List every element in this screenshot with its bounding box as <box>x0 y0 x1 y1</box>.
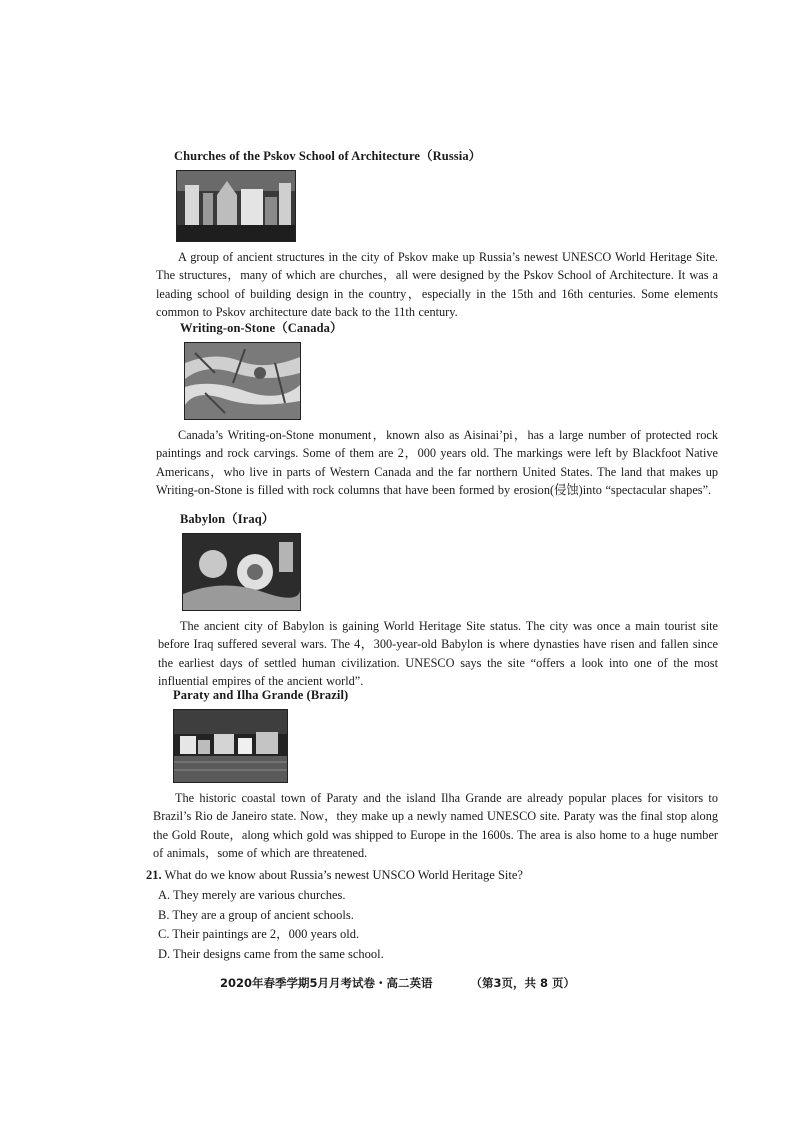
question-number: 21. <box>146 868 162 882</box>
section-paragraph: The historic coastal town of Paraty and the island Ilha Grande are already popular places for visitors to Brazil’s Rio de Janeiro state. Now，they make up a newly named UNESCO site. Paraty was the final stop along the Gold Route，along which gold was shipped to Europe in the 1600s. The area is also home to a huge number of animals，some of which are threatened. <box>153 791 718 861</box>
page-number: （第3页，共 8 页） <box>470 976 576 990</box>
option-list <box>158 886 726 964</box>
section-writing-on-stone <box>156 318 718 500</box>
coastal-town-photo <box>173 709 288 783</box>
option-c[interactable]: C. Their paintings are 2，000 years old. <box>158 927 360 941</box>
option-b[interactable]: B. They are a group of ancient schools. <box>158 907 354 922</box>
section-pskov <box>156 146 718 322</box>
question-text: What do we know about Russia’s newest UNSCO World Heritage Site? <box>164 868 523 882</box>
option-a[interactable]: A. They merely are various churches. <box>158 888 346 902</box>
section-heading: Babylon（Iraq） <box>180 512 275 526</box>
exam-title: 2020年春季学期5月月考试卷・高二英语 <box>220 976 433 990</box>
section-paragraph: Canada’s Writing-on-Stone monument，known also as Aisinai’pi，has a large number of protected rock paintings and rock carvings. Some of them are 2，000 years old. The markings were left by Blackfoot Native Americans，who live in parts of Western Canada and the far northern United States. The land that makes up Writing-on-Stone is filled with rock columns that have been formed by erosion(侵蚀)into “spectacular shapes”. <box>156 428 718 498</box>
section-paragraph: A group of ancient structures in the city of Pskov make up Russia’s newest UNESCO World Heritage Site. The structures，many of which are churches，all were designed by the Pskov School of Architecture. It was a leading school of building design in the country，especially in the 15th and 16th centuries. Some elements common to Pskov architecture date back to the 11th century. <box>156 250 718 320</box>
section-heading: Writing-on-Stone（Canada） <box>180 321 343 335</box>
rock-photo <box>184 342 301 420</box>
section-paragraph: The ancient city of Babylon is gaining World Heritage Site status. The city was once a main tourist site before Iraq suffered several wars. The 4，300-year-old Babylon is where dynasties have risen and fallen since the earliest days of settled human civilization. UNESCO says the site “offers a look into one of the most influential empires of the ancient world”. <box>158 619 718 689</box>
option-d[interactable]: D. Their designs came from the same school. <box>158 946 384 961</box>
page-footer <box>220 975 660 991</box>
question-stem <box>146 866 726 884</box>
section-heading: Paraty and Ilha Grande (Brazil) <box>173 688 349 702</box>
section-babylon <box>158 509 718 691</box>
section-heading: Churches of the Pskov School of Architecture（Russia） <box>174 149 482 163</box>
ruins-photo <box>182 533 301 611</box>
church-photo <box>176 170 296 242</box>
section-paraty <box>153 688 718 863</box>
question-21 <box>146 866 726 964</box>
